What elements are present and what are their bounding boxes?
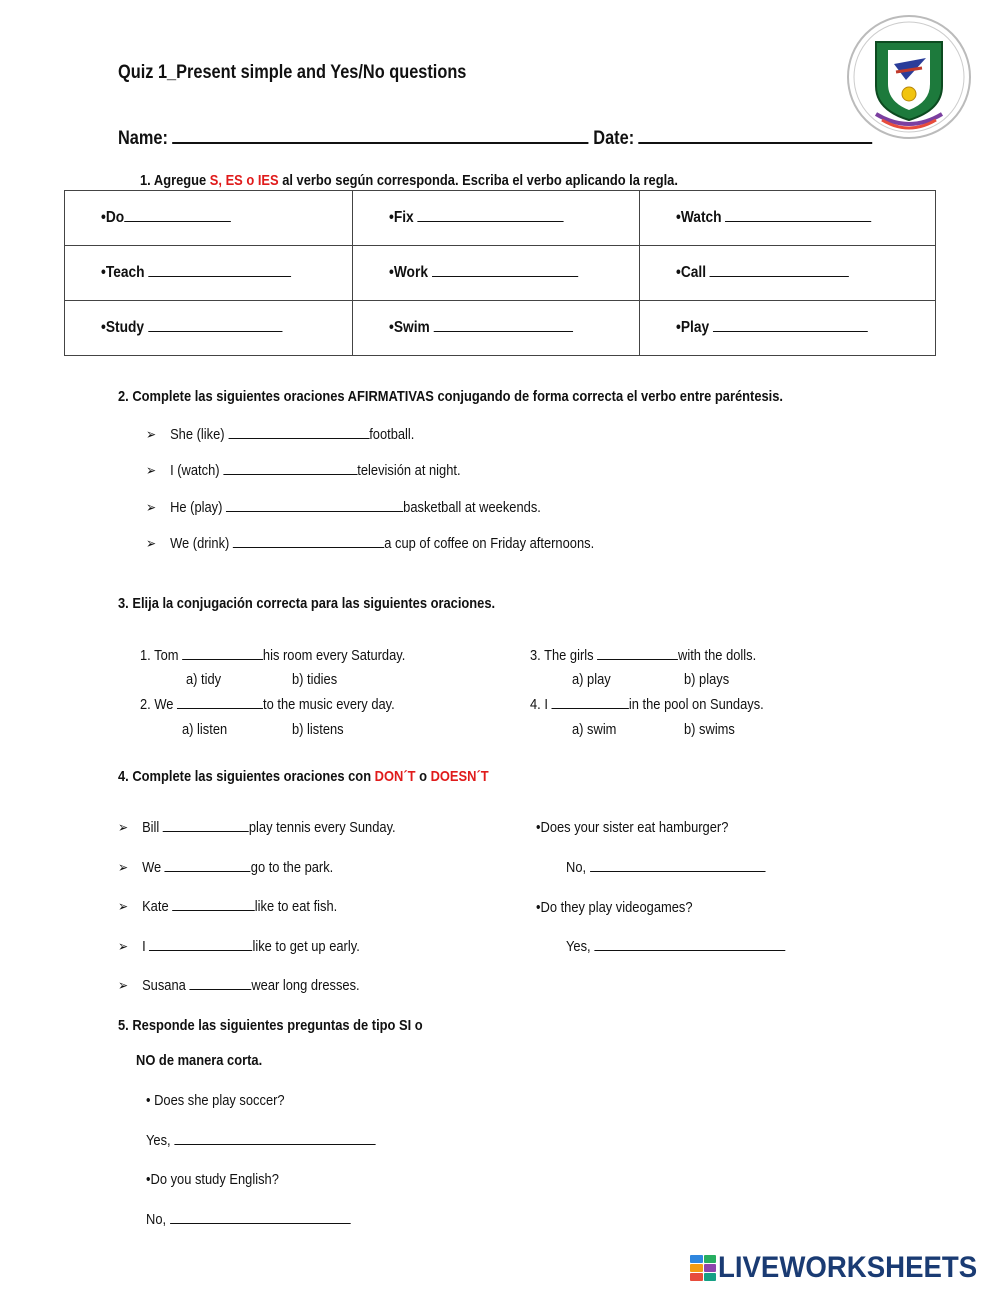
arrow-bullet-icon: ➢ xyxy=(118,977,129,993)
answer-blank[interactable] xyxy=(710,264,849,277)
question-1: 1. Tom his room every Saturday. xyxy=(140,647,406,664)
answer-blank[interactable] xyxy=(233,535,384,548)
section4-heading: 4. Complete las siguientes oraciones con DON´T o DOESN´T xyxy=(118,768,489,785)
yes-no-question-2: •Do they play videogames? xyxy=(536,899,693,916)
table-cell: •Teach xyxy=(65,246,353,301)
name-field[interactable] xyxy=(172,126,588,144)
answer-blank[interactable] xyxy=(597,647,678,660)
question-2: 2. We to the music every day. xyxy=(140,696,395,713)
table-cell: •Swim xyxy=(353,301,640,356)
school-logo xyxy=(846,14,972,140)
arrow-bullet-icon: ➢ xyxy=(146,535,157,551)
liveworksheets-logo xyxy=(690,1252,1000,1284)
question-3: 3. The girls with the dolls. xyxy=(530,647,757,664)
option-a[interactable]: a) tidy xyxy=(186,671,222,688)
answer-blank[interactable] xyxy=(170,1211,351,1224)
short-answer-question-2: •Do you study English? xyxy=(146,1171,279,1188)
page-title: Quiz 1_Present simple and Yes/No questions xyxy=(118,62,467,83)
list-item: ➢ We go to the park. xyxy=(118,859,334,876)
answer-blank[interactable] xyxy=(163,819,249,832)
section5-heading: 5. Responde las siguientes preguntas de tipo SI o xyxy=(118,1017,423,1034)
table-cell: •Do xyxy=(65,191,353,246)
short-answer-1: Yes, xyxy=(146,1132,375,1149)
name-label: Name: xyxy=(118,128,168,149)
arrow-bullet-icon: ➢ xyxy=(146,426,157,442)
list-item: ➢ Kate like to eat fish. xyxy=(118,898,338,915)
option-b[interactable]: b) tidies xyxy=(292,671,338,688)
section3-heading: 3. Elija la conjugación correcta para las siguientes oraciones. xyxy=(118,595,496,612)
yes-no-question-1: •Does your sister eat hamburger? xyxy=(536,819,729,836)
section2-heading: 2. Complete las siguientes oraciones AFIRMATIVAS conjugando de forma correcta el verbo entre paréntesis. xyxy=(118,388,784,405)
date-field[interactable] xyxy=(639,126,873,144)
list-item: ➢ Susana wear long dresses. xyxy=(118,977,360,994)
question-4: 4. I in the pool on Sundays. xyxy=(530,696,764,713)
option-a[interactable]: a) play xyxy=(572,671,611,688)
answer-blank[interactable] xyxy=(713,319,868,332)
answer-blank[interactable] xyxy=(432,264,578,277)
answer-blank[interactable] xyxy=(148,264,291,277)
table-row xyxy=(65,191,936,246)
table-cell: •Play xyxy=(640,301,936,356)
answer-blank[interactable] xyxy=(228,426,369,439)
answer-blank[interactable] xyxy=(177,696,263,709)
answer-blank[interactable] xyxy=(174,1132,375,1145)
brand-blocks-icon xyxy=(690,1255,716,1281)
answer-blank[interactable] xyxy=(189,977,251,990)
answer-blank[interactable] xyxy=(552,696,629,709)
answer-blank[interactable] xyxy=(172,898,255,911)
list-item: ➢ We (drink) a cup of coffee on Friday afternoons. xyxy=(146,535,595,552)
answer-blank[interactable] xyxy=(165,859,251,872)
answer-blank[interactable] xyxy=(149,938,252,951)
list-item: ➢ Bill play tennis every Sunday. xyxy=(118,819,396,836)
section1-heading: 1. Agregue S, ES o IES al verbo según corresponda. Escriba el verbo aplicando la regla. xyxy=(140,172,678,189)
name-date-row xyxy=(118,126,873,150)
table-row xyxy=(65,246,936,301)
list-item: ➢ She (like) football. xyxy=(146,426,415,443)
list-item: ➢ I like to get up early. xyxy=(118,938,360,955)
option-a[interactable]: a) swim xyxy=(572,721,617,738)
answer-blank[interactable] xyxy=(223,462,357,475)
list-item: ➢ He (play) basketball at weekends. xyxy=(146,499,541,516)
answer-blank[interactable] xyxy=(418,209,564,222)
arrow-bullet-icon: ➢ xyxy=(146,499,157,515)
answer-blank[interactable] xyxy=(590,859,765,872)
answer-blank[interactable] xyxy=(148,319,282,332)
table-cell: •Call xyxy=(640,246,936,301)
list-item: ➢ I (watch) televisión at night. xyxy=(146,462,461,479)
section5-heading-line2: NO de manera corta. xyxy=(136,1052,263,1069)
table-cell: •Fix xyxy=(353,191,640,246)
yes-no-answer-1: No, xyxy=(566,859,765,876)
arrow-bullet-icon: ➢ xyxy=(118,819,129,835)
table-row xyxy=(65,301,936,356)
option-b[interactable]: b) swims xyxy=(684,721,735,738)
brand-name: LIVEWORKSHEETS xyxy=(718,1251,978,1284)
arrow-bullet-icon: ➢ xyxy=(118,938,129,954)
arrow-bullet-icon: ➢ xyxy=(146,462,157,478)
answer-blank[interactable] xyxy=(226,499,403,512)
answer-blank[interactable] xyxy=(182,647,263,660)
short-answer-question-1: • Does she play soccer? xyxy=(146,1092,285,1109)
arrow-bullet-icon: ➢ xyxy=(118,898,129,914)
date-label: Date: xyxy=(593,128,635,149)
short-answer-2: No, xyxy=(146,1211,350,1228)
answer-blank[interactable] xyxy=(726,209,872,222)
section1-highlight: S, ES o IES xyxy=(209,172,279,189)
answer-blank[interactable] xyxy=(434,319,573,332)
option-a[interactable]: a) listen xyxy=(182,721,228,738)
table-cell: •Study xyxy=(65,301,353,356)
table-cell: •Watch xyxy=(640,191,936,246)
arrow-bullet-icon: ➢ xyxy=(118,859,129,875)
verb-table xyxy=(64,190,936,356)
yes-no-answer-2: Yes, xyxy=(566,938,785,955)
option-b[interactable]: b) plays xyxy=(684,671,730,688)
table-cell: •Work xyxy=(353,246,640,301)
answer-blank[interactable] xyxy=(124,209,231,222)
option-b[interactable]: b) listens xyxy=(292,721,344,738)
answer-blank[interactable] xyxy=(594,938,785,951)
